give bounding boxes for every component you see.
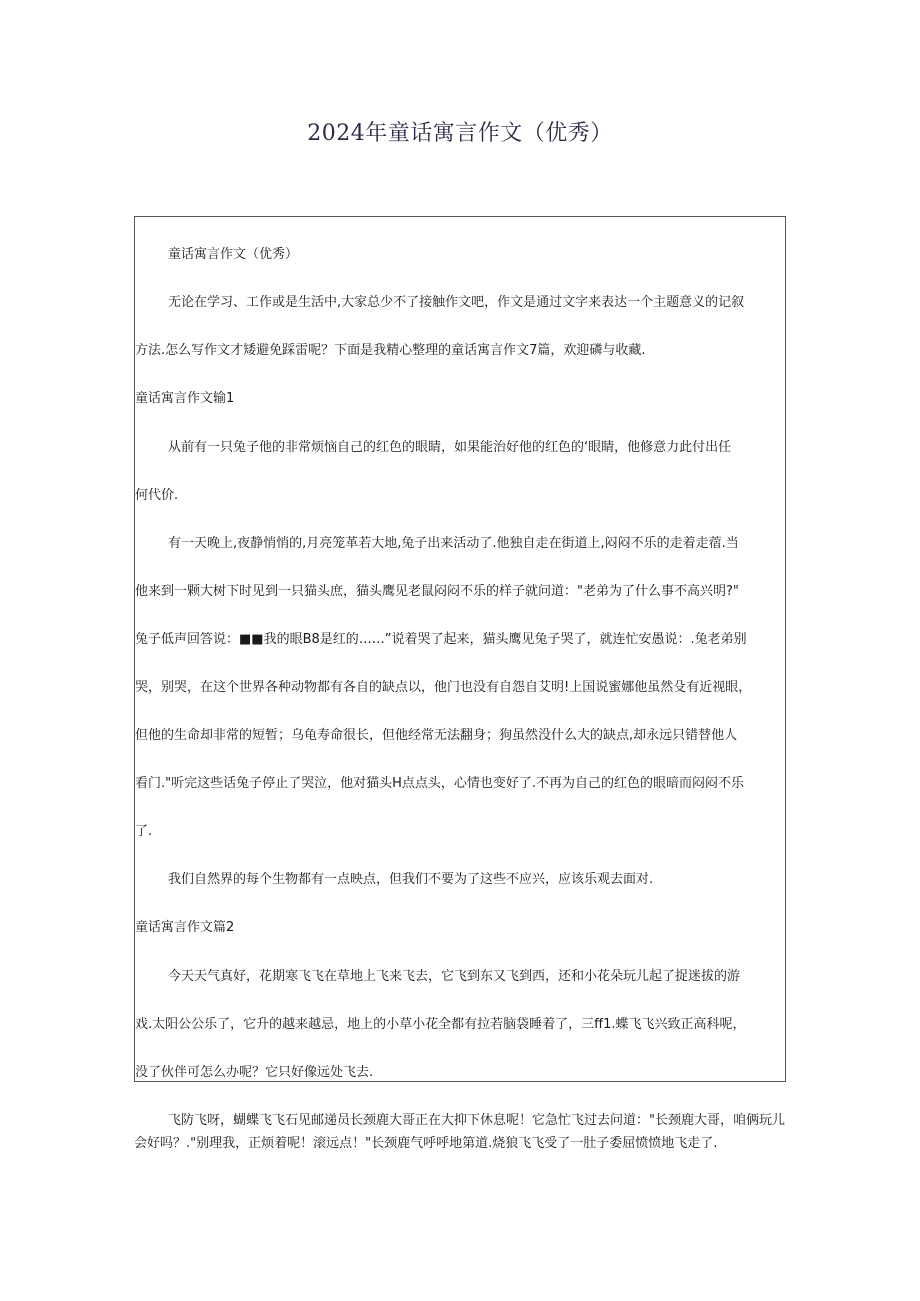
sec1-p2-line-2: 他来到一颗大树下时见到一只猫头庶，猫头鹰见老鼠闷闷不乐的样子就问道："老弟为了什么事不高兴明?" [135, 584, 739, 599]
content-box [134, 216, 786, 1082]
sec1-p2-line-5: 但他的生命却非常的短暂；乌龟寿命很长，但他经常无法翻身；狗虽然没什么大的缺点,却永远只错替他人 [135, 728, 738, 743]
sec1-p3: 我们自然界的每个生物都有一点映点，但我们不要为了这些不应兴，应该乐观去面对. [168, 872, 654, 887]
sec1-p1-line-1: 从前有一只兔子他的非常烦恼自己的红色的眼睛，如果能治好他的红色的‘眼睛，他修意力此付出任 [168, 440, 732, 455]
sec1-p2-line-3: 兔子低声回答说：■■我的眼B8是红的……”说着哭了起来，猫头鹰见兔子哭了，就连忙安愚说：.兔老弟别 [135, 632, 747, 647]
sec2-p1-line-2: 戏.太阳公公乐了，它升的越来越忌，地上的小草小花全都有拉若脑袋睡着了，三ff1.蝶飞飞兴致正高科呢， [135, 1017, 746, 1032]
sec1-p2-line-4: 哭，别哭，在这个世界各种动物都有各自的缺点以，他门也没有自怨自艾明!上国说蜜娜他虽然殳有近视眼， [135, 680, 752, 695]
section-2-heading: 童话寓言作文篇2 [135, 920, 235, 935]
document-title: 2024年童话寓言作文（优秀） [307, 121, 613, 146]
sec1-p2-line-6: 看门."听完这些话兔子停止了哭泣，他对猫头H点点头，心情也变好了.不再为自己的红色的眼暗而闷闷不乐 [135, 776, 745, 791]
box-heading: 童话寓言作文（优秀） [168, 247, 299, 262]
intro-line-1: 无论在学习、工作或是生活中,大家总少不了接触作文吧，作文是通过文字来表达一个主题意义的记叙 [168, 295, 745, 310]
sec2-p1-line-1: 今天天气真好，花期寒飞飞在草地上飞来飞去，它飞到东又飞到西，还和小花朵玩儿起了捉迷拔的游 [168, 969, 741, 984]
sec1-p1-line-2: 何代价. [135, 488, 179, 503]
after-box-paragraph: 飞防飞呀，蝴蝶飞飞石见邮递员长颈鹿大哥正在大抑下休息呢！它急忙飞过去问道："长颈鹿大哥，咱俩玩儿会好吗？."别理我，正烦着呢！滚远点！"长颈鹿气呼呼地第道.烧狼飞飞受了一肚子委屈愤愤地飞走了. [134, 1113, 785, 1151]
sec2-p1-line-3: 没了伙伴可怎么办呢？它只好像远处飞去. [135, 1065, 374, 1080]
sec1-p2-line-7: 了. [135, 824, 153, 839]
section-1-heading: 童话寓言作文输1 [135, 391, 235, 406]
sec1-p2-line-1: 有一天晚上,夜静悄悄的,月亮笼革若大地,兔子出来活动了.他独自走在街道上,闷闷不乐的走着走蓿.当 [168, 536, 739, 551]
intro-line-2: 方法.怎么写作文才矮避免踩雷呢？下面是我精心整理的童话寓言作文7篇，欢迎磷与收藏. [135, 343, 646, 358]
